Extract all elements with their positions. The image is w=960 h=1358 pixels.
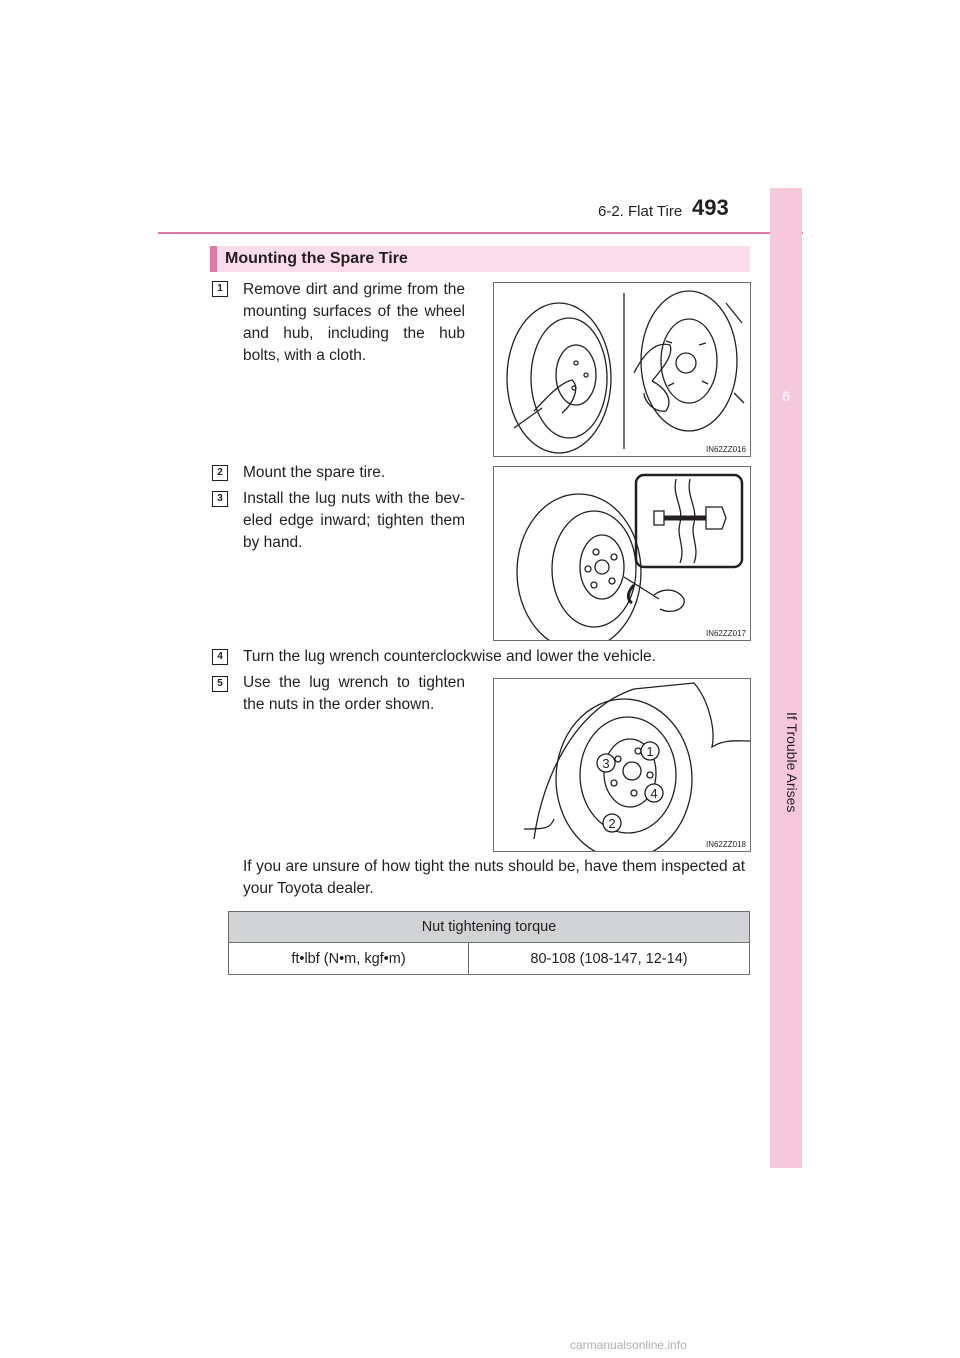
torque-table <box>228 911 750 975</box>
page-number: 493 <box>692 195 729 220</box>
chapter-label: If Trouble Arises <box>784 712 800 813</box>
step-1-number: 1 <box>212 281 228 297</box>
step-5-text: Use the lug wrench to tighten the nuts in the order shown. <box>243 674 465 713</box>
step-3-number: 3 <box>212 491 228 507</box>
figure-install-nuts <box>493 466 751 641</box>
step-3-text: Install the lug nuts with the bev-eled edge inward; tighten them by hand. <box>243 490 465 551</box>
chapter-side-tab <box>770 188 802 1168</box>
step-2-text: Mount the spare tire. <box>243 464 386 481</box>
install-nuts-illustration <box>494 467 750 640</box>
step-1-text: Remove dirt and grime from the mounting surfaces of the wheel and hub, including the hub bolts, with a cloth. <box>243 281 465 364</box>
order-label-1: 1 <box>646 744 654 759</box>
figure-2-code: IN62ZZ017 <box>705 629 746 638</box>
order-label-3: 3 <box>602 756 610 771</box>
clean-hub-illustration <box>494 283 750 456</box>
dealer-note: If you are unsure of how tight the nuts should be, have them inspected at your Toyota dealer. <box>243 858 745 897</box>
table-header-row <box>229 912 750 943</box>
section-title-accent <box>210 246 217 272</box>
step-5-number: 5 <box>212 676 228 692</box>
watermark: carmanualsonline.info <box>570 1338 687 1352</box>
header-section: 6-2. Flat Tire <box>598 203 683 220</box>
torque-value-cell: 80-108 (108-147, 12-14) <box>469 943 750 975</box>
step-4-text: Turn the lug wrench counterclockwise and lower the vehicle. <box>243 648 656 665</box>
figure-3-code: IN62ZZ018 <box>705 840 746 849</box>
step-4-number: 4 <box>212 649 228 665</box>
header-rule <box>158 232 803 234</box>
order-label-4: 4 <box>650 786 658 801</box>
torque-table-header: Nut tightening torque <box>229 912 750 943</box>
figure-1-code: IN62ZZ016 <box>705 445 746 454</box>
order-label-2: 2 <box>608 816 616 831</box>
tightening-order-illustration <box>494 679 750 851</box>
step-2-number: 2 <box>212 465 228 481</box>
table-row <box>229 943 750 975</box>
chapter-number: 6 <box>782 388 790 404</box>
figure-tightening-order <box>493 678 751 852</box>
torque-unit-cell: ft•lbf (N•m, kgf•m) <box>229 943 469 975</box>
section-title: Mounting the Spare Tire <box>225 250 408 267</box>
figure-clean-hub <box>493 282 751 457</box>
